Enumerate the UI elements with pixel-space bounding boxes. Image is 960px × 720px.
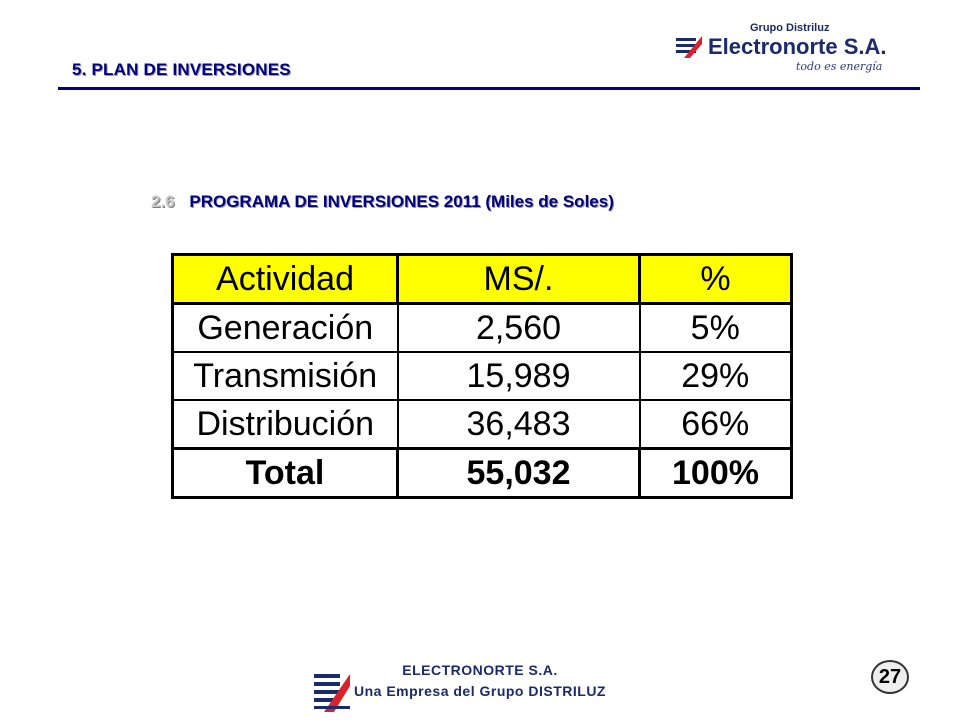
- section-title: 5. PLAN DE INVERSIONES: [72, 60, 291, 79]
- total-percent-cell: 100%: [640, 449, 792, 498]
- percent-cell: 29%: [640, 352, 792, 400]
- subtitle-text: PROGRAMA DE INVERSIONES 2011 (Miles de Soles): [189, 192, 614, 211]
- table-header-cell: Actividad: [173, 255, 398, 304]
- electronorte-logo-icon: [676, 36, 702, 58]
- table-header-row: [173, 255, 792, 304]
- logo-brand-text: Electronorte S.A.: [708, 34, 887, 59]
- page-number-badge: 27: [871, 660, 909, 694]
- amount-cell: 2,560: [398, 304, 640, 353]
- header-divider: [58, 87, 920, 90]
- footer-company: ELECTRONORTE S.A.: [402, 662, 558, 678]
- table-total-row: [173, 449, 792, 498]
- logo-group-text: Grupo Distriluz: [750, 22, 830, 34]
- logo-tagline: todo es energía: [796, 60, 883, 73]
- activity-cell: Distribución: [173, 400, 398, 449]
- subtitle-number: 2.6: [151, 192, 175, 211]
- activity-cell: Generación: [173, 304, 398, 353]
- footer-tagline: Una Empresa del Grupo DISTRILUZ: [354, 683, 606, 699]
- table-row: [173, 352, 792, 400]
- amount-cell: 36,483: [398, 400, 640, 449]
- table-row: [173, 400, 792, 449]
- subtitle: [151, 192, 614, 212]
- investment-table: [171, 253, 793, 499]
- table-header-cell: MS/.: [398, 255, 640, 304]
- percent-cell: 66%: [640, 400, 792, 449]
- table-row: [173, 304, 792, 353]
- percent-cell: 5%: [640, 304, 792, 353]
- table-header-cell: %: [640, 255, 792, 304]
- activity-cell: Transmisión: [173, 352, 398, 400]
- total-amount-cell: 55,032: [398, 449, 640, 498]
- amount-cell: 15,989: [398, 352, 640, 400]
- total-label-cell: Total: [173, 449, 398, 498]
- company-logo: [676, 18, 926, 78]
